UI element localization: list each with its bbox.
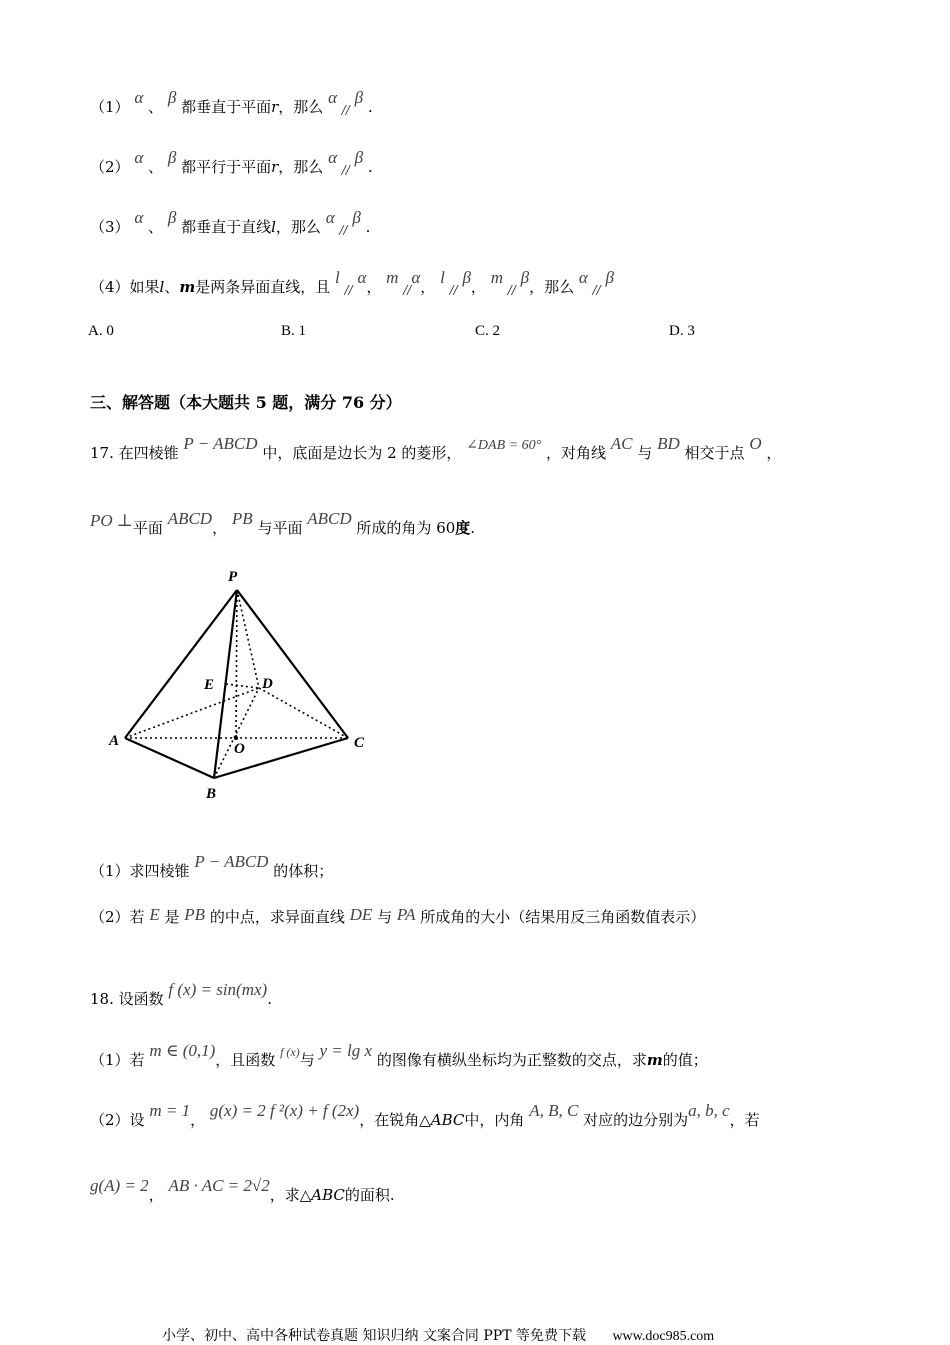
edge-pa — [125, 590, 237, 738]
q17-part-2: （2）若 E 是 PB 的中点，求异面直线 DE 与 PA 所成角的大小（结果用反三角函数值表示） — [90, 905, 706, 926]
pyramid-figure — [100, 560, 380, 810]
statement-2: （2） α 、 β 都平行于平面r，那么 α // β . — [90, 148, 373, 177]
edge-dc — [259, 688, 348, 738]
page-footer — [162, 1325, 714, 1345]
label-c: C — [354, 735, 365, 751]
q18-stem: 18. 设函数 f (x) = sin(mx). — [90, 980, 272, 1008]
option-c: C. 2 — [475, 323, 501, 339]
edge-ab — [125, 738, 214, 778]
statement-number: （3） — [90, 218, 130, 236]
option-a: A. 0 — [88, 323, 114, 339]
statement-4: （4）如果l、m是两条异面直线，且 l // α， m //α， l // β， m // β，那么 α // β — [90, 268, 614, 297]
q18-part-1: （1）若 m ∈ (0,1)，且函数 $^{f (x)}$与 y = lg x 的图像有横纵坐标均为正整数的交点，求m的值； — [90, 1041, 708, 1069]
label-e: E — [204, 677, 215, 693]
statement-number: （1） — [90, 98, 130, 116]
q18-part-2-line-1: （2）设 m = 1， g(x) = 2 f ²(x) + f (2x)，在锐角△ABC中，内角 A, B, C 对应的边分别为a, b, c，若 — [90, 1101, 760, 1129]
label-a: A — [109, 733, 120, 749]
segment-ed — [226, 684, 259, 688]
q18-part-2-line-2: g(A) = 2， AB · AC = 2√2，求△ABC的面积. — [90, 1176, 395, 1204]
option-b: B. 1 — [281, 323, 307, 339]
footer-text: 小学、初中、高中各种试卷真题 知识归纳 文案合同 PPT 等免费下载 — [162, 1328, 586, 1344]
statement-1: （1） α 、 β 都垂直于平面r，那么 α // β . — [90, 88, 373, 117]
point-o — [234, 736, 238, 740]
statement-3: （3） α 、 β 都垂直于直线l，那么 α // β . — [90, 208, 371, 237]
label-p: P — [228, 569, 238, 585]
label-d: D — [262, 676, 273, 692]
height-po — [236, 590, 237, 738]
section-heading: 三、解答题（本大题共 5 题，满分 76 分） — [90, 393, 402, 412]
statement-number: （2） — [90, 158, 130, 176]
label-b: B — [206, 786, 217, 802]
q17-part-1: （1）求四棱锥 P − ABCD 的体积； — [90, 852, 334, 880]
option-d: D. 3 — [669, 323, 695, 339]
q17-stem-line-2: PO ⊥平面 ABCD， PB 与平面 ABCD 所成的角为 60度. — [90, 509, 476, 537]
label-o: O — [234, 741, 245, 757]
q17-stem-line-1: 17. 在四棱锥 P − ABCD 中，底面是边长为 2 的菱形， ∠DAB = 60° ，对角线 AC 与 BD 相交于点 O ， — [90, 434, 782, 462]
footer-url[interactable]: www.doc985.com — [612, 1329, 715, 1344]
